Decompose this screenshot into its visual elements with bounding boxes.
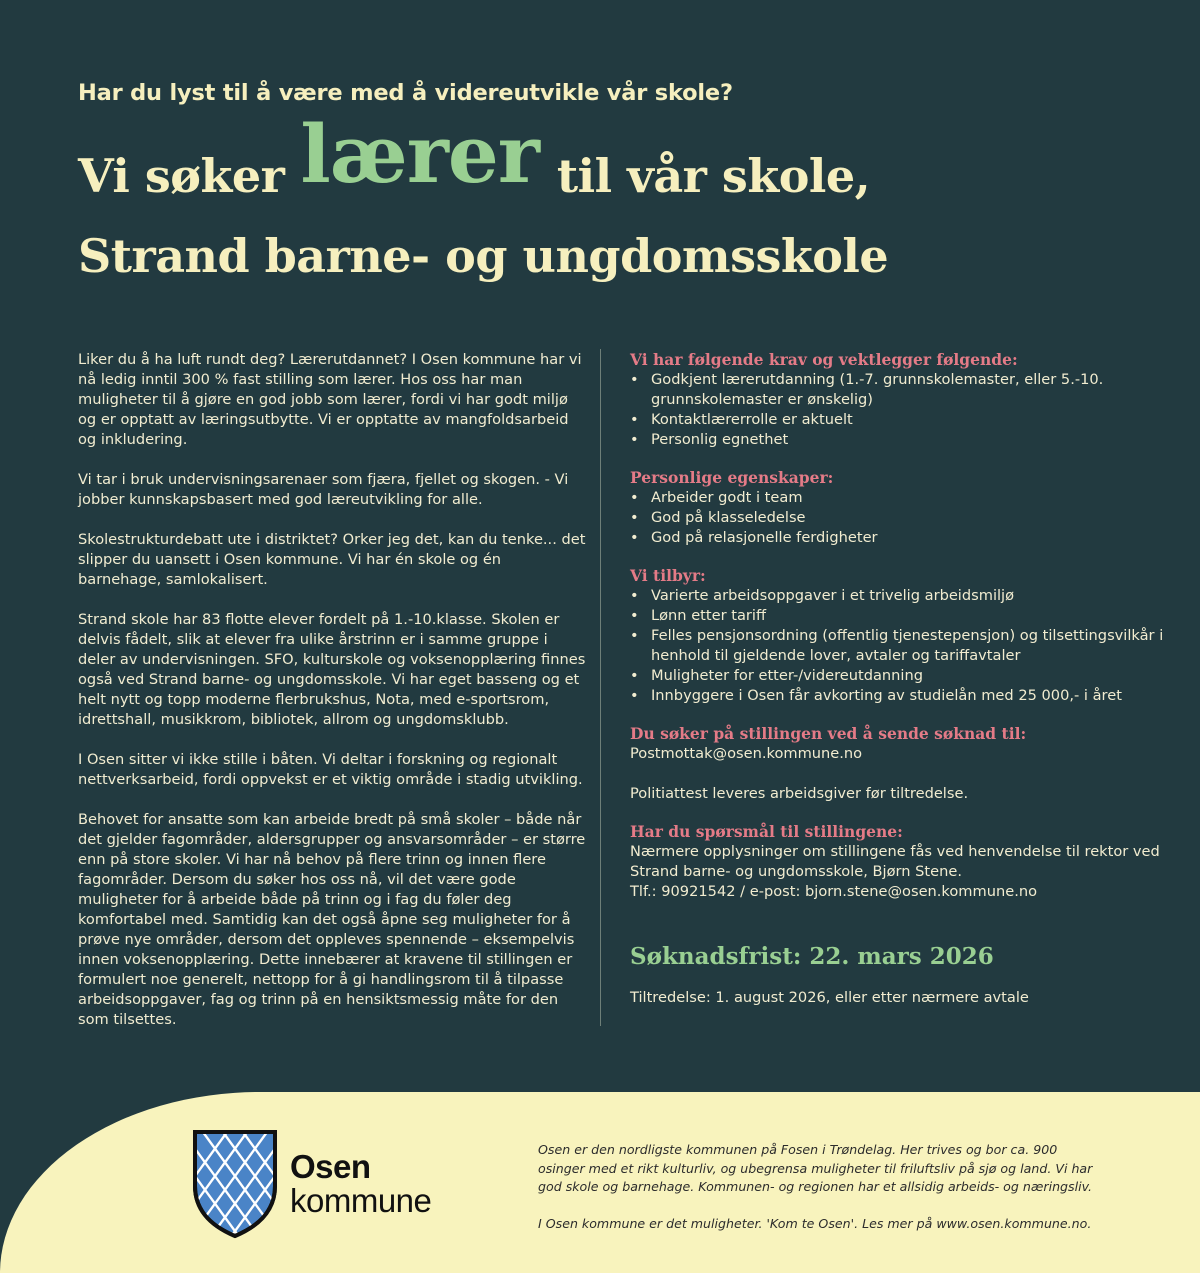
apply-heading: Du søker på stillingen ved å sende søknad til: [630,724,1027,743]
intro-paragraph: Vi tar i bruk undervisningsarenaer som fjæra, fjellet og skogen. - Vi jobber kunnskapsbasert med god læreutvikling for alle. [78,471,569,508]
intro-paragraph: Liker du å ha luft rundt deg? Lærerutdannet? I Osen kommune har vi nå ledig inntil 300 % fast stilling som lærer. Hos oss har man muligheter til å gjøre en god jobb som lærer, fordi vi har godt miljø og er opptatt av læringsutbytte. Vi er opptatte av mangfoldsarbeid og inkludering. [78,351,582,448]
list-item: • Felles pensjonsordning (offentlig tjenestepensjon) og tilsettingsvilkår i henhold til gjeldende lover, avtaler og tariffavtaler [630,626,1170,666]
details-column [630,350,1170,1008]
coat-of-arms-icon [190,1128,280,1240]
personal-heading: Personlige egenskaper: [630,468,834,487]
list-item: • Arbeider godt i team [630,488,1170,508]
apply-email[interactable]: Postmottak@osen.kommune.no [630,745,863,762]
list-item: • Muligheter for etter-/videreutdanning [630,666,1170,686]
footer-paragraph: I Osen kommune er det muligheter. 'Kom te Osen'. Les mer på www.osen.kommune.no. [538,1215,1092,1231]
intro-paragraph: Strand skole har 83 flotte elever fordelt på 1.-10.klasse. Skolen er delvis fådelt, slik at elever fra ulike årstrinn er i samme gruppe i deler av undervisningen. SFO, kulturskole og voksenopplæring finnes også ved Strand barne- og ungdomsskole. Vi har eget basseng og et helt nytt og topp moderne flerbrukshus, Nota, med e-sportsrom, idrettshall, musikkrom, bibliotek, allrom og ungdomsklubb. [78,611,586,728]
headline-line-2: Strand barne- og ungdomsskole [78,229,889,283]
list-item: • Godkjent lærerutdanning (1.-7. grunnskolemaster, eller 5.-10. grunnskolemaster er ønskelig) [630,370,1170,410]
kicker-question: Har du lyst til å være med å videreutvikle vår skole? [78,80,733,106]
footer-paragraph: Osen er den nordligste kommunen på Fosen i Trøndelag. Her trives og bor ca. 900 osinger med et rikt kulturliv, og ubegrensa muligheter til friluftsliv på sjø og land. Vi har god skole og barnehage. Kommunen- og regionen har et allsidig arbeids- og næringsliv. [538,1142,1093,1194]
logo-name: Osen [290,1148,371,1185]
list-item: • Personlig egnethet [630,430,1170,450]
questions-phone-email[interactable]: Tlf.: 90921542 / e-post: bjorn.stene@osen.kommune.no [630,883,1038,900]
list-item: • God på klasseledelse [630,508,1170,528]
headline-emphasis: lærer [300,107,539,201]
intro-column [78,350,588,1050]
headline-line-1 [78,107,888,224]
police-certificate-note: Politiattest leveres arbeidsgiver før tiltredelse. [630,785,969,802]
offer-heading: Vi tilbyr: [630,566,706,585]
application-deadline: Søknadsfrist: 22. mars 2026 [630,943,994,970]
intro-paragraph: Behovet for ansatte som kan arbeide bredt på små skoler – både når det gjelder fagområder, aldersgrupper og ansvarsområder – er større enn på store skoler. Vi har nå behov på flere trinn og innen flere fagområder. Dersom du søker hos oss nå, vil det være gode muligheter for å arbeide både på trinn og i fag du føler deg komfortabel med. Samtidig kan det også åpne seg muligheter for å prøve nye områder, dersom det oppleves spennende – eksempelvis innen voksenopplæring. Dette innebærer at kravene til stillingen er formulert noe generelt, nettopp for å gi handlingsrom til å tilpasse arbeidsoppgaver, fag og trinn på en hensiktsmessig måte for den som tilsettes. [78,811,586,1028]
start-date: Tiltredelse: 1. august 2026, eller etter nærmere avtale [630,989,1029,1006]
intro-paragraph: I Osen sitter vi ikke stille i båten. Vi deltar i forskning og regionalt nettverksarbeid, fordi oppvekst er et viktig område i stadig utvikling. [78,751,583,788]
footer-description [538,1141,1098,1251]
headline-pre: Vi søker [78,149,285,203]
questions-heading: Har du spørsmål til stillingene: [630,822,903,841]
intro-paragraph: Skolestrukturdebatt ute i distriktet? Orker jeg det, kan du tenke... det slipper du uansett i Osen kommune. Vi har én skole og én barnehage, samlokalisert. [78,531,586,588]
logo-subtitle: kommune [290,1182,432,1219]
list-item: • Innbyggere i Osen får avkorting av studielån med 25 000,- i året [630,686,1170,706]
list-item: • Varierte arbeidsoppgaver i et trivelig arbeidsmiljø [630,586,1170,606]
list-item: • God på relasjonelle ferdigheter [630,528,1170,548]
headline [78,107,889,288]
logo-wordmark [290,1150,431,1218]
questions-contact: Nærmere opplysninger om stillingene fås ved henvendelse til rektor ved Strand barne- og ungdomsskole, Bjørn Stene. [630,843,1160,880]
list-item: • Lønn etter tariff [630,606,1170,626]
personal-list [630,488,1170,548]
requirements-list [630,370,1170,450]
column-divider [600,349,601,1026]
list-item: • Kontaktlærerrolle er aktuelt [630,410,1170,430]
offer-list [630,586,1170,706]
headline-post: til vår skole, [556,149,871,203]
requirements-heading: Vi har følgende krav og vektlegger følgende: [630,350,1018,369]
